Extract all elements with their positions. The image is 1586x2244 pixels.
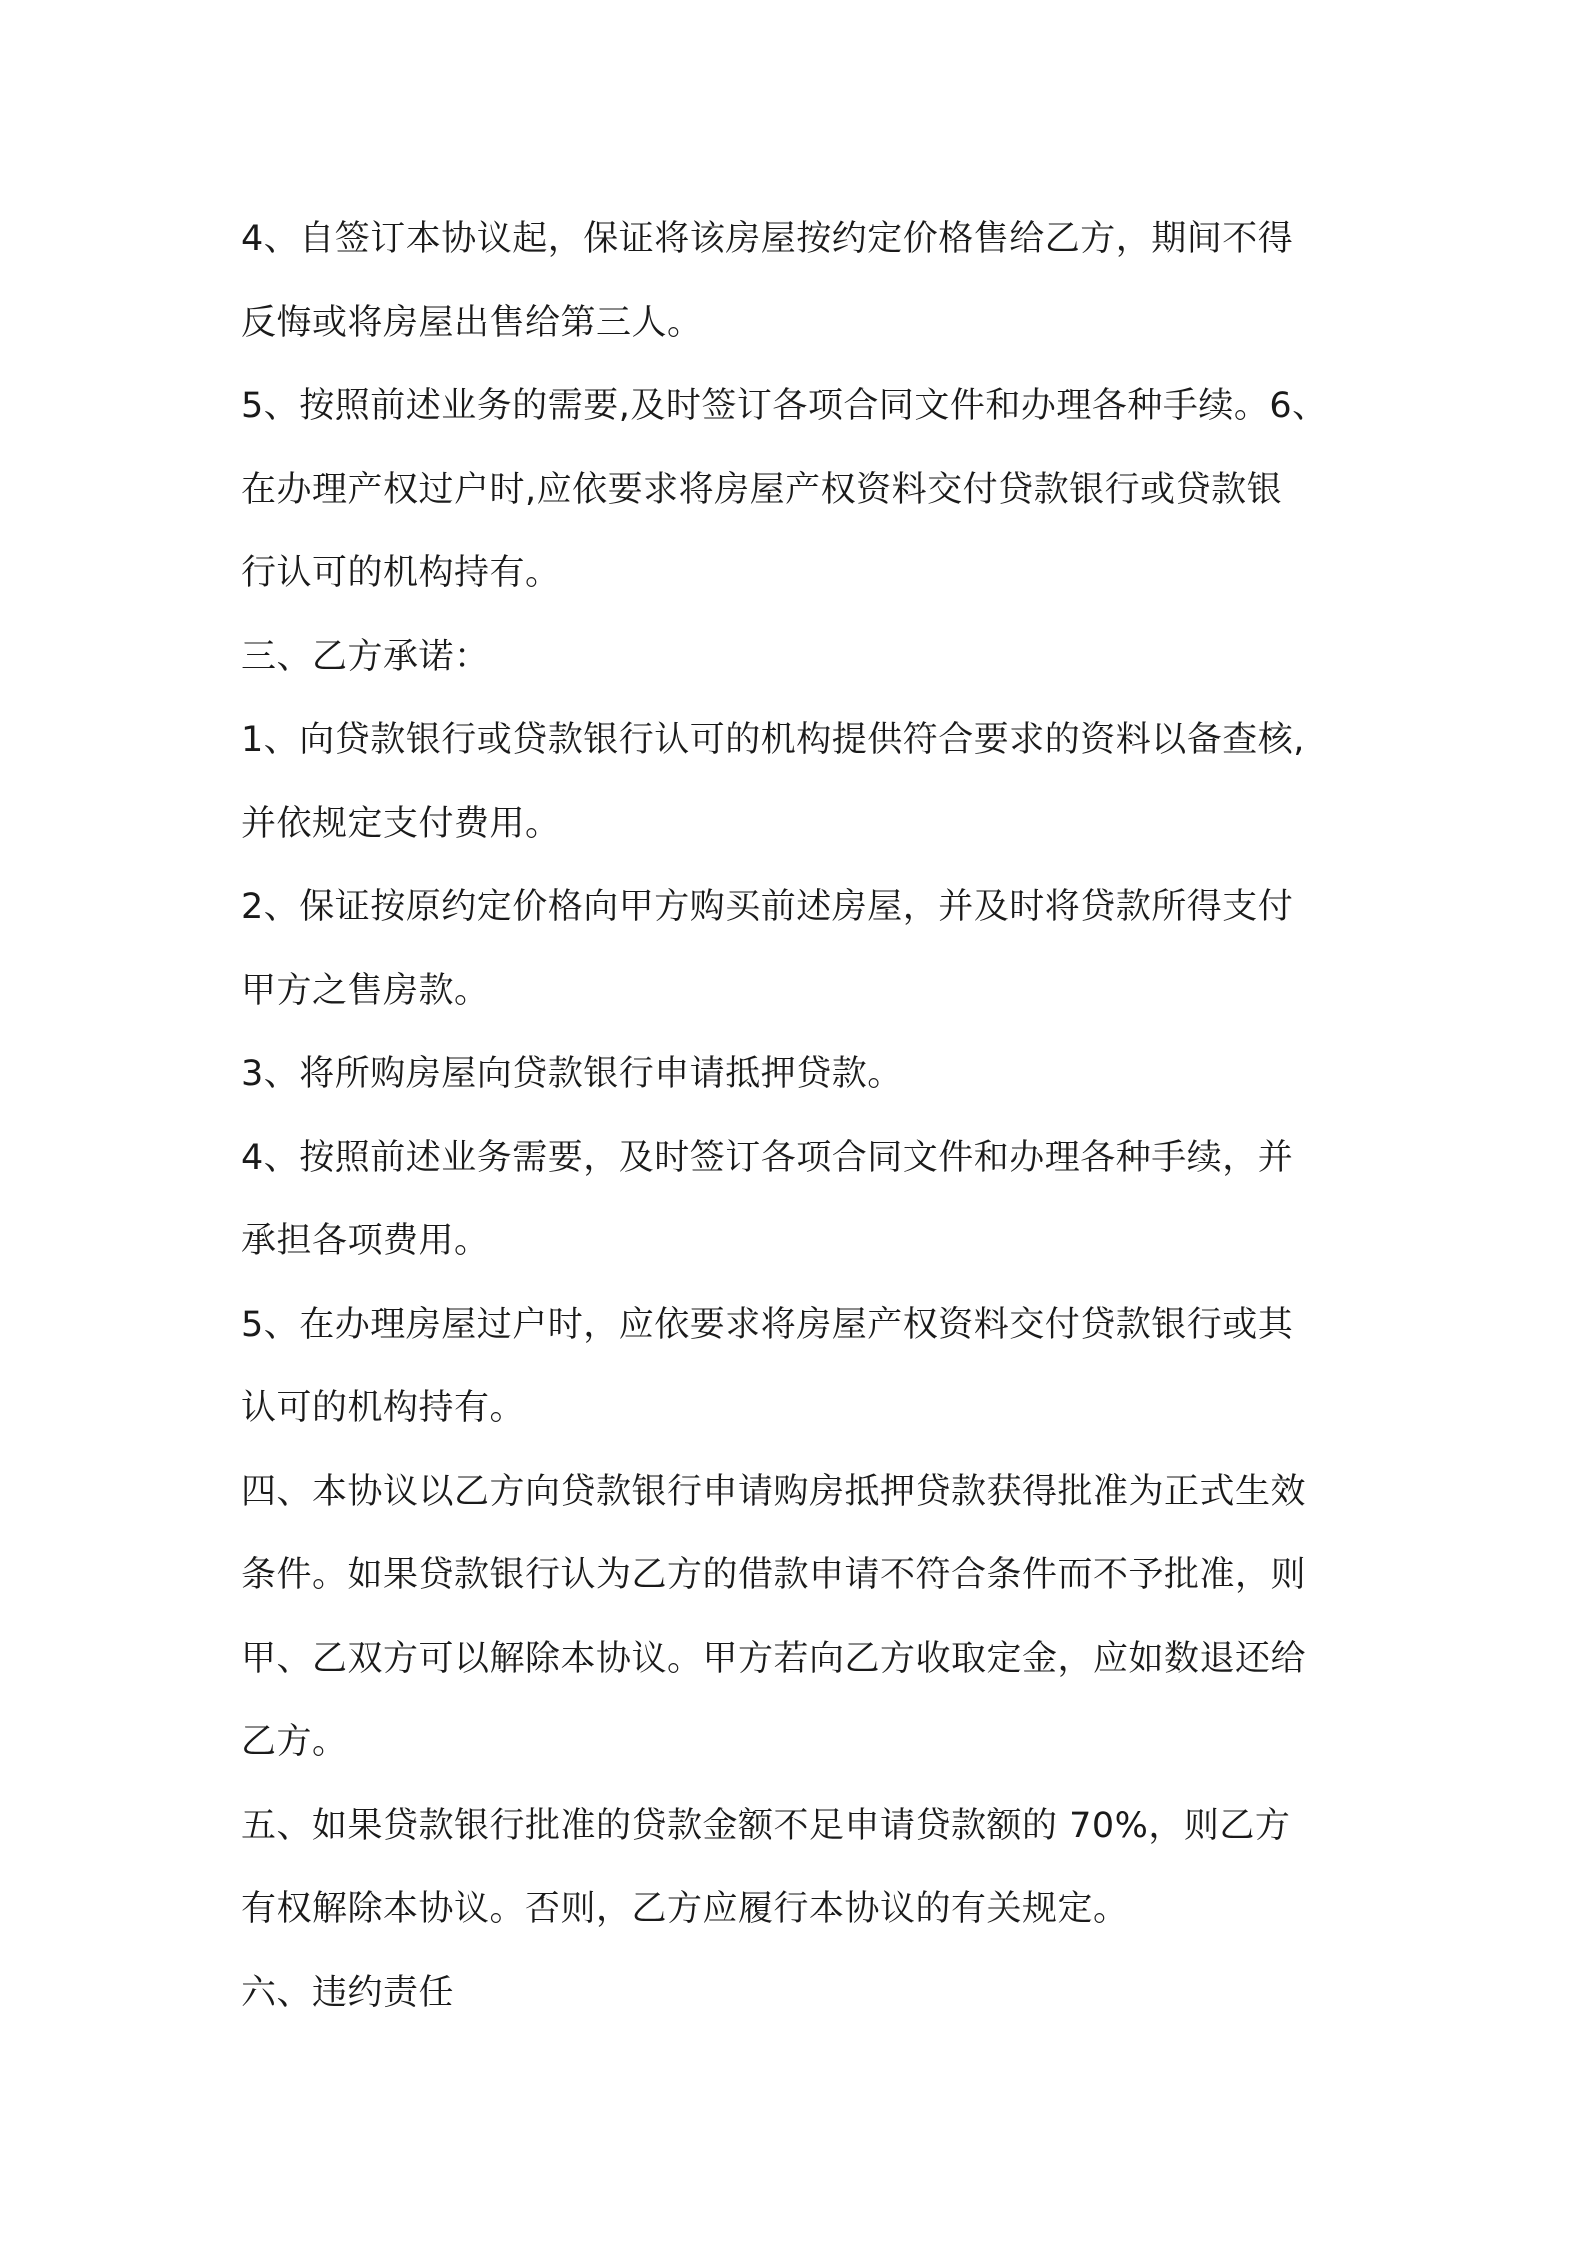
text-line: 4、按照前述业务需要，及时签订各项合同文件和办理各种手续，并 <box>241 1137 1294 1178</box>
text-line: 认可的机构持有。 <box>241 1388 526 1428</box>
section-four-effectiveness <box>241 1451 1361 1785</box>
clause-seller-4 <box>241 198 1361 365</box>
clause-buyer-4 <box>241 1117 1361 1284</box>
text-line: 行认可的机构持有。 <box>241 553 561 593</box>
section-five-loan-amount <box>241 1785 1361 1952</box>
text-line: 甲方之售房款。 <box>241 970 490 1011</box>
text-line: 有权解除本协议。否则，乙方应履行本协议的有关规定。 <box>241 1889 1129 1929</box>
clause-buyer-1 <box>241 699 1361 866</box>
text-line: 3、将所购房屋向贷款银行申请抵押贷款。 <box>241 1054 903 1094</box>
section-six-heading <box>241 1952 1361 2036</box>
text-line: 并依规定支付费用。 <box>241 803 561 844</box>
text-line: 甲、乙双方可以解除本协议。甲方若向乙方收取定金，应如数退还给 <box>241 1638 1307 1679</box>
text-line: 5、按照前述业务的需要,及时签订各项合同文件和办理各种手续。6、 <box>241 386 1328 426</box>
text-line: 在办理产权过户时,应依要求将房屋产权资料交付贷款银行或贷款银 <box>241 469 1283 510</box>
text-line: 2、保证按原约定价格向甲方购买前述房屋，并及时将贷款所得支付 <box>241 887 1294 927</box>
clause-seller-5-6 <box>241 365 1361 616</box>
text-line: 五、如果贷款银行批准的贷款金额不足申请贷款额的 70%，则乙方 <box>241 1805 1291 1846</box>
text-line: 乙方。 <box>241 1722 348 1762</box>
clause-buyer-5 <box>241 1284 1361 1451</box>
section-heading: 三、乙方承诺： <box>241 636 490 677</box>
clause-buyer-3 <box>241 1033 1361 1117</box>
text-line: 4、自签订本协议起，保证将该房屋按约定价格售给乙方，期间不得 <box>241 219 1294 259</box>
text-line: 四、本协议以乙方向贷款银行申请购房抵押贷款获得批准为正式生效 <box>241 1471 1307 1512</box>
text-line: 承担各项费用。 <box>241 1221 490 1261</box>
text-line: 条件。如果贷款银行认为乙方的借款申请不符合条件而不予批准，则 <box>241 1555 1307 1595</box>
section-heading: 六、违约责任 <box>241 1972 455 2013</box>
section-heading-buyer-commitments <box>241 616 1361 700</box>
clause-buyer-2 <box>241 866 1361 1033</box>
text-line: 5、在办理房屋过户时，应依要求将房屋产权资料交付贷款银行或其 <box>241 1304 1294 1345</box>
text-line: 反悔或将房屋出售给第三人。 <box>241 302 703 343</box>
document-body <box>241 198 1361 2035</box>
text-line: 1、向贷款银行或贷款银行认可的机构提供符合要求的资料以备查核, <box>241 720 1305 760</box>
